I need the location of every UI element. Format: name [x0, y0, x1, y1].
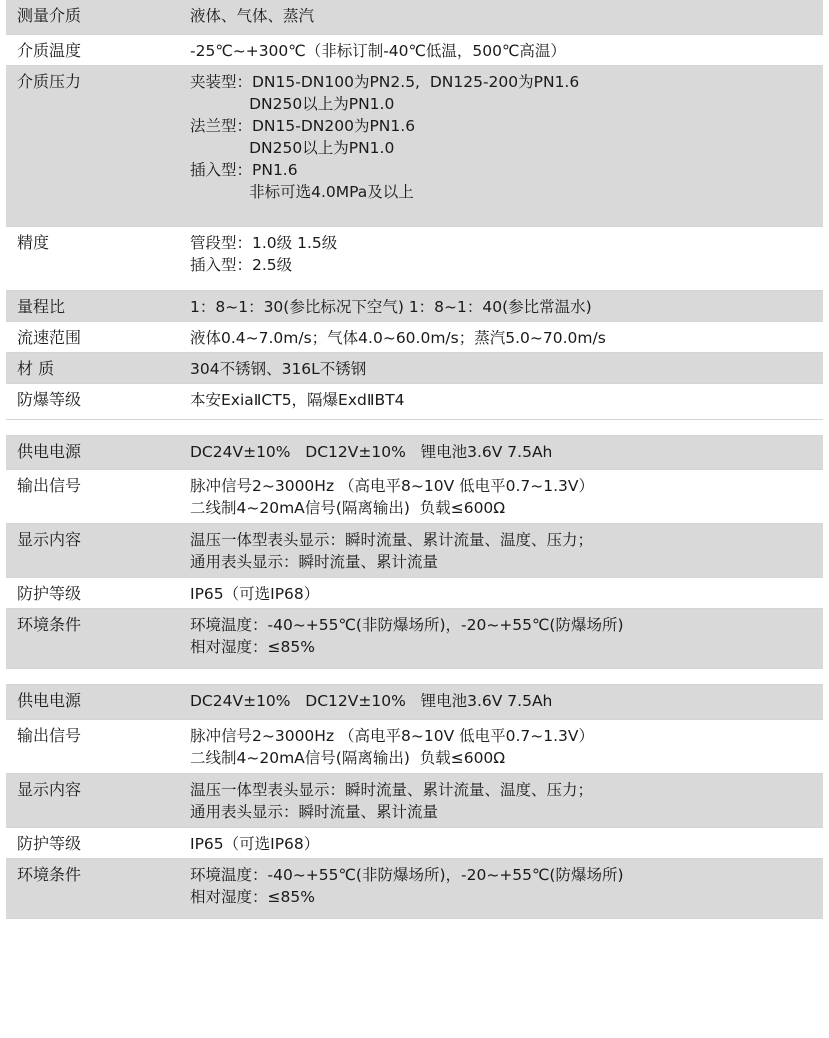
spec-section: [6, 0, 823, 420]
spec-value: [190, 291, 823, 318]
spec-key: 供电电源: [17, 691, 82, 710]
spec-key: 输出信号: [17, 476, 82, 495]
spec-key: 防护等级: [17, 584, 82, 603]
spec-key: 供电电源: [17, 442, 82, 461]
spec-table: [6, 0, 823, 919]
spec-value-line: 脉冲信号2~3000Hz （高电平8~10V 低电平0.7~1.3V）: [190, 727, 595, 745]
spec-value: [190, 436, 823, 463]
spec-value: [190, 685, 823, 712]
spec-value-line: 二线制4~20mA信号(隔离输出) 负载≤600Ω: [190, 749, 506, 767]
spec-value-line: 环境温度：-40~+55℃(非防爆场所)，-20~+55℃(防爆场所): [190, 616, 624, 634]
spec-value-line: 温压一体型表头显示：瞬时流量、累计流量、温度、压力；: [190, 781, 594, 799]
spec-value-line: 相对湿度：≤85%: [190, 888, 315, 906]
spec-value: [190, 470, 823, 519]
spec-value-line: 插入型：2.5级: [190, 256, 293, 274]
spec-section: [6, 436, 823, 669]
spec-section: [6, 685, 823, 919]
spec-row: [6, 291, 823, 322]
spec-value-line: 脉冲信号2~3000Hz （高电平8~10V 低电平0.7~1.3V）: [190, 477, 595, 495]
spec-value: [190, 353, 823, 380]
spec-row: [6, 470, 823, 524]
spec-value-line: 1：8~1：30(参比标况下空气) 1：8~1：40(参比常温水): [190, 298, 592, 316]
spec-value-line: 夹装型：DN15-DN100为PN2.5, DN125-200为PN1.6: [190, 73, 580, 91]
spec-value: [190, 720, 823, 769]
spec-value: [190, 227, 823, 276]
spec-key: 流速范围: [17, 328, 82, 347]
spec-value-line: 环境温度：-40~+55℃(非防爆场所)，-20~+55℃(防爆场所): [190, 866, 624, 884]
spec-value: [190, 828, 823, 855]
section-gap: [6, 669, 823, 685]
section-gap: [6, 420, 823, 436]
spec-value-line: DC24V±10% DC12V±10% 锂电池3.6V 7.5Ah: [190, 692, 553, 710]
spec-row: [6, 685, 823, 720]
spec-value: [190, 859, 823, 908]
spec-value: [190, 66, 823, 203]
spec-value-line: 液体、气体、蒸汽: [190, 7, 315, 25]
spec-row: [6, 524, 823, 578]
spec-row: [6, 828, 823, 859]
spec-value: [190, 524, 823, 573]
spec-row: [6, 227, 823, 291]
spec-value-line: 非标可选4.0MPa及以上: [190, 183, 414, 201]
spec-key: 材 质: [17, 359, 55, 378]
spec-value: [190, 774, 823, 823]
spec-value: [190, 609, 823, 658]
spec-value: [190, 322, 823, 349]
spec-row: [6, 353, 823, 384]
spec-value-line: 通用表头显示：瞬时流量、累计流量: [190, 553, 439, 571]
spec-value-line: 304不锈钢、316L不锈钢: [190, 360, 367, 378]
spec-value-line: IP65（可选IP68）: [190, 835, 320, 853]
spec-value-line: 管段型：1.0级 1.5级: [190, 234, 338, 252]
spec-value-line: DC24V±10% DC12V±10% 锂电池3.6V 7.5Ah: [190, 443, 553, 461]
spec-value-line: 液体0.4~7.0m/s；气体4.0~60.0m/s；蒸汽5.0~70.0m/s: [190, 329, 606, 347]
spec-value-line: -25℃~+300℃（非标订制-40℃低温，500℃高温）: [190, 42, 566, 60]
spec-value-line: DN250以上为PN1.0: [190, 95, 395, 113]
spec-key: 量程比: [17, 297, 66, 316]
spec-row: [6, 720, 823, 774]
spec-value-line: 二线制4~20mA信号(隔离输出) 负载≤600Ω: [190, 499, 506, 517]
spec-key: 精度: [17, 233, 50, 252]
spec-row: [6, 436, 823, 470]
spec-key: 测量介质: [17, 6, 82, 25]
spec-row: [6, 578, 823, 609]
spec-value-line: 温压一体型表头显示：瞬时流量、累计流量、温度、压力；: [190, 531, 594, 549]
spec-key: 输出信号: [17, 726, 82, 745]
spec-value-line: 本安ExiaⅡCT5，隔爆ExdⅡBT4: [190, 391, 405, 409]
spec-row: [6, 609, 823, 669]
spec-row: [6, 384, 823, 420]
spec-key: 介质温度: [17, 41, 82, 60]
spec-value-line: IP65（可选IP68）: [190, 585, 320, 603]
spec-row: [6, 322, 823, 353]
spec-key: 显示内容: [17, 780, 82, 799]
spec-key: 防护等级: [17, 834, 82, 853]
spec-row: [6, 0, 823, 35]
spec-row: [6, 35, 823, 66]
spec-value: [190, 0, 823, 27]
spec-key: 防爆等级: [17, 390, 82, 409]
spec-key: 环境条件: [17, 615, 82, 634]
spec-row: [6, 774, 823, 828]
spec-value-line: 通用表头显示：瞬时流量、累计流量: [190, 803, 439, 821]
spec-key: 环境条件: [17, 865, 82, 884]
spec-value: [190, 578, 823, 605]
spec-value-line: 法兰型：DN15-DN200为PN1.6: [190, 117, 416, 135]
spec-key: 显示内容: [17, 530, 82, 549]
spec-value-line: 插入型：PN1.6: [190, 161, 298, 179]
spec-row: [6, 66, 823, 227]
spec-value: [190, 384, 823, 411]
spec-value-line: 相对湿度：≤85%: [190, 638, 315, 656]
spec-value: [190, 35, 823, 62]
spec-key: 介质压力: [17, 72, 82, 91]
spec-value-line: DN250以上为PN1.0: [190, 139, 395, 157]
spec-row: [6, 859, 823, 919]
